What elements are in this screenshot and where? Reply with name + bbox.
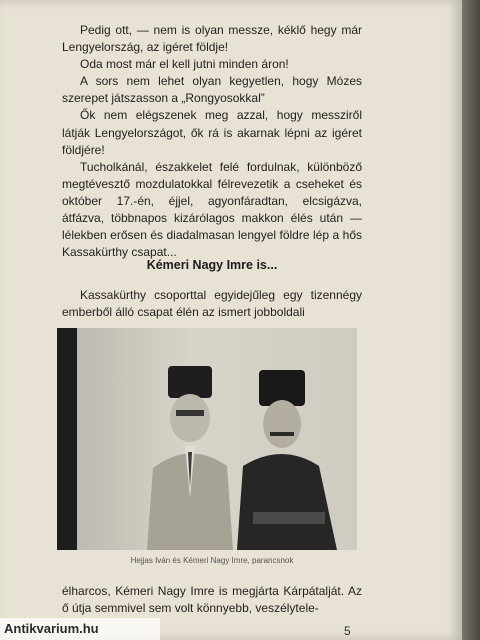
paragraph: Pedig ott, — nem is olyan messze, kéklő hegy már Lengyelország, az igéret földje! [62,23,362,55]
two-men-figure [57,328,357,550]
section-heading: Kémeri Nagy Imre is... [146,258,278,272]
text-block-2 [62,287,362,321]
paragraph: A sors nem lehet olyan kegyetlen, hogy Mózes szerepet játszasson a „Rongyosokkal” [62,74,362,106]
watermark-logo: Antikvarium.hu [0,618,160,640]
paragraph: Kassakürthy csoporttal egyidejűleg egy tizennégy emberből álló csapat élén az ismert jobboldali [62,288,362,320]
book-spine-edge [462,0,480,640]
paragraph: Oda most már el kell jutni minden áron! [80,57,289,72]
paragraph: Ők nem elégszenek meg azzal, hogy messziről látják Lengyelországot, ők rá is akarnak lépni az igéret földjére! [62,108,362,157]
paragraph: Tucholkánál, északkelet felé fordulnak, különböző megtévesztő mozdulatokkal félrevezetik a cseheket és október 17.-én, éjjel, agyonfáradtan, elcsigázva, átfázva, többnapos kizárólagos makkon élés után — lélekben erősen és diadalmasan lengyel földre lép a hős Kassakürthy csapat... [62,159,362,260]
paragraph: élharcos, Kémeri Nagy Imre is megjárta Kárpátalját. Az ő útja semmivel sem volt könnyebb, veszélytele- [62,584,362,616]
historical-photo [57,328,357,550]
page-number: 5 [344,624,351,638]
text-block-3 [62,583,362,617]
text-block-1 [62,22,362,261]
photo-caption: Hejjas Iván és Kémeri Nagy Imre, parancsnok [130,556,294,565]
